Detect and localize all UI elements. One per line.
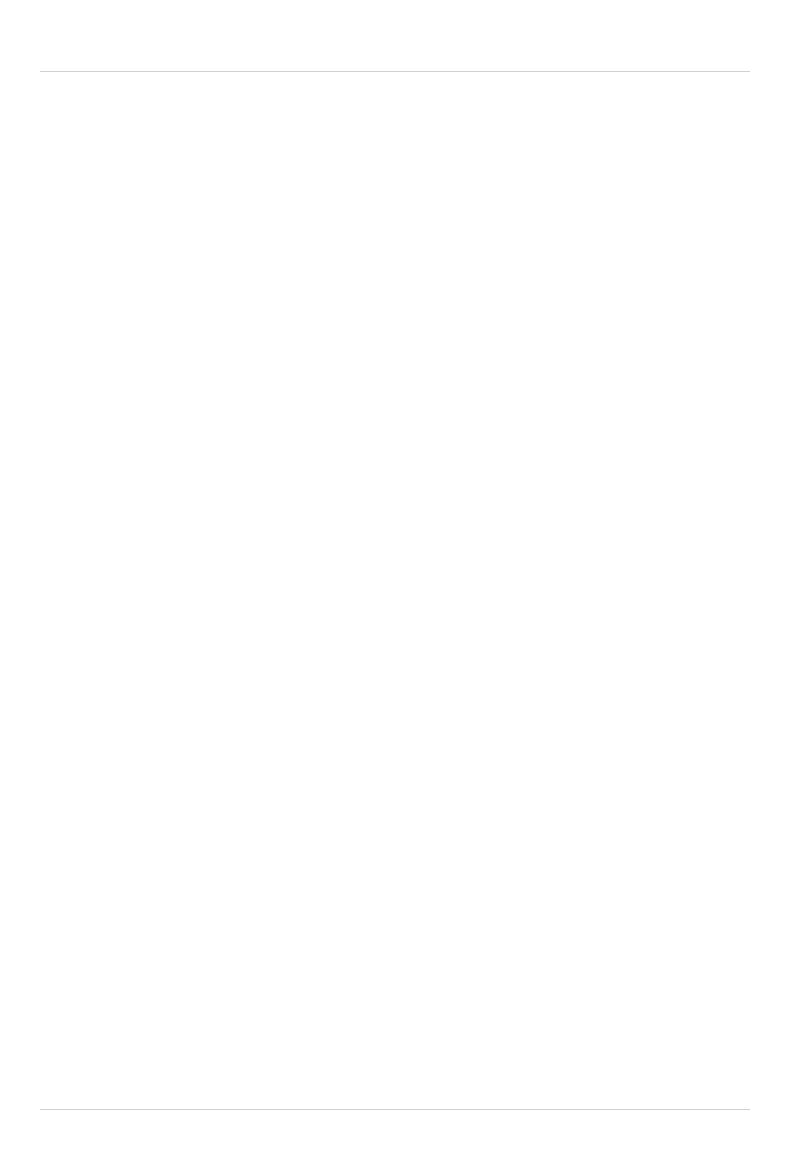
page-footer: [40, 1109, 750, 1139]
page-body: [40, 90, 750, 1093]
page-header: [40, 24, 750, 72]
